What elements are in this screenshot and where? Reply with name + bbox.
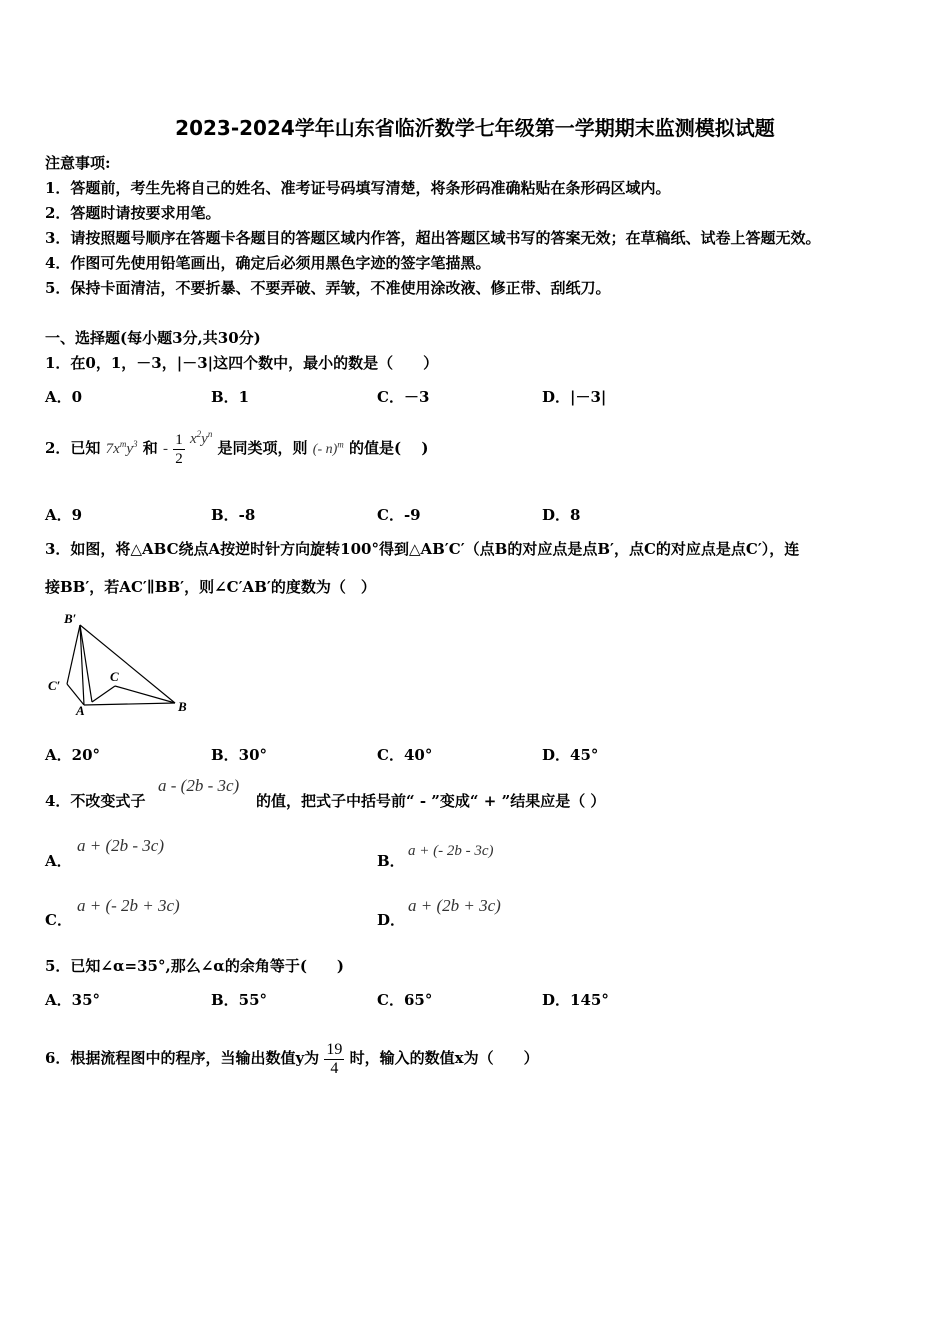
- q5-option-c: C．65°: [377, 991, 433, 1009]
- q4-option-b-expr: a + (- 2b - 3c): [408, 843, 494, 859]
- q2-option-d: D．8: [542, 506, 581, 524]
- q3-line-1: 3．如图，将△ABC绕点A按逆时针方向旋转100°得到△AB′C′（点B的对应点是点B′，点C的对应点是点C′），连: [45, 540, 800, 558]
- q2-option-c: C．-9: [377, 506, 421, 524]
- label-c-prime: C′: [48, 678, 61, 693]
- q5-stem: 5．已知∠α=35°,那么∠α的余角等于( ): [45, 957, 345, 975]
- q2-option-a: A．9: [45, 506, 83, 524]
- q1-option-c: C．－3: [377, 388, 430, 406]
- page-title: 2023-2024学年山东省临沂数学七年级第一学期期末监测模拟试题: [175, 116, 775, 140]
- q4-stem-prefix: 4．不改变式子: [45, 792, 146, 810]
- q6-stem: 6．根据流程图中的程序，当输出数值y为 $\frac{19}{4}$ 时，输入的数值x为（ ）: [45, 1040, 539, 1077]
- q3-option-a: A．20°: [45, 746, 101, 764]
- q3-option-b: B．30°: [211, 746, 268, 764]
- notice-item-3: 3．请按照题号顺序在答题卡各题目的答题区域内作答，超出答题区域书写的答案无效；在草稿纸、试卷上答题无效。: [45, 229, 821, 247]
- q3-line-2: 接BB′，若AC′∥BB′，则∠C′AB′的度数为（ ）: [45, 578, 376, 596]
- q4-stem-suffix: 的值，把式子中括号前“ - ”变成“ + ”结果应是（ ）: [256, 792, 606, 810]
- q3-option-c: C．40°: [377, 746, 433, 764]
- q4-option-c-expr: a + (- 2b + 3c): [77, 896, 180, 915]
- q1-option-b: B．1: [211, 388, 250, 406]
- q4-expression: a - (2b - 3c): [158, 776, 240, 795]
- q6-fraction: $\frac{19}{4}$: [326, 1040, 343, 1077]
- q3-option-d: D．45°: [542, 746, 599, 764]
- label-a: A: [76, 703, 85, 718]
- notice-item-2: 2．答题时请按要求用笔。: [45, 204, 221, 222]
- q2-option-b: B．-8: [211, 506, 256, 524]
- notice-item-4: 4．作图可先使用铅笔画出，确定后必须用黑色字迹的签字笔描黑。: [45, 254, 491, 272]
- label-b-prime: B′: [64, 611, 77, 626]
- q5-option-b: B．55°: [211, 991, 268, 1009]
- q4-option-d-expr: a + (2b + 3c): [408, 896, 501, 915]
- q1-stem: 1．在0，1，－3，|－3|这四个数中，最小的数是（ ）: [45, 354, 439, 372]
- q5-option-d: D．145°: [542, 991, 609, 1009]
- q3-triangle-figure: [40, 605, 200, 720]
- q4-option-c-label: C．: [45, 911, 72, 929]
- q1-option-d: D．|－3|: [542, 388, 607, 406]
- notice-item-5: 5．保持卡面清洁，不要折暴、不要弄破、弄皱，不准使用涂改液、修正带、刮纸刀。: [45, 279, 611, 297]
- notice-item-1: 1．答题前，考生先将自己的姓名、准考证号码填写清楚，将条形码准确粘贴在条形码区域内。: [45, 179, 671, 197]
- q2-fraction: $\frac{1}{2}$: [175, 431, 183, 467]
- section-heading: 一、选择题(每小题3分,共30分): [45, 329, 261, 347]
- q5-option-a: A．35°: [45, 991, 101, 1009]
- q4-option-a-label: A．: [45, 852, 72, 870]
- notice-heading: 注意事项:: [45, 154, 111, 172]
- q2-stem: 2．已知 $7x^my^3$ 和 - $\frac{1}{2}$ $x^2y^n$ 是同类项，则 (- n)$^m$ 的值是( ): [45, 429, 429, 467]
- label-c: C: [110, 669, 119, 684]
- q4-option-d-label: D．: [377, 911, 406, 929]
- q4-option-b-label: B．: [377, 852, 405, 870]
- q4-option-a-expr: a + (2b - 3c): [77, 836, 165, 855]
- label-b: B: [178, 699, 187, 714]
- q1-option-a: A．0: [45, 388, 83, 406]
